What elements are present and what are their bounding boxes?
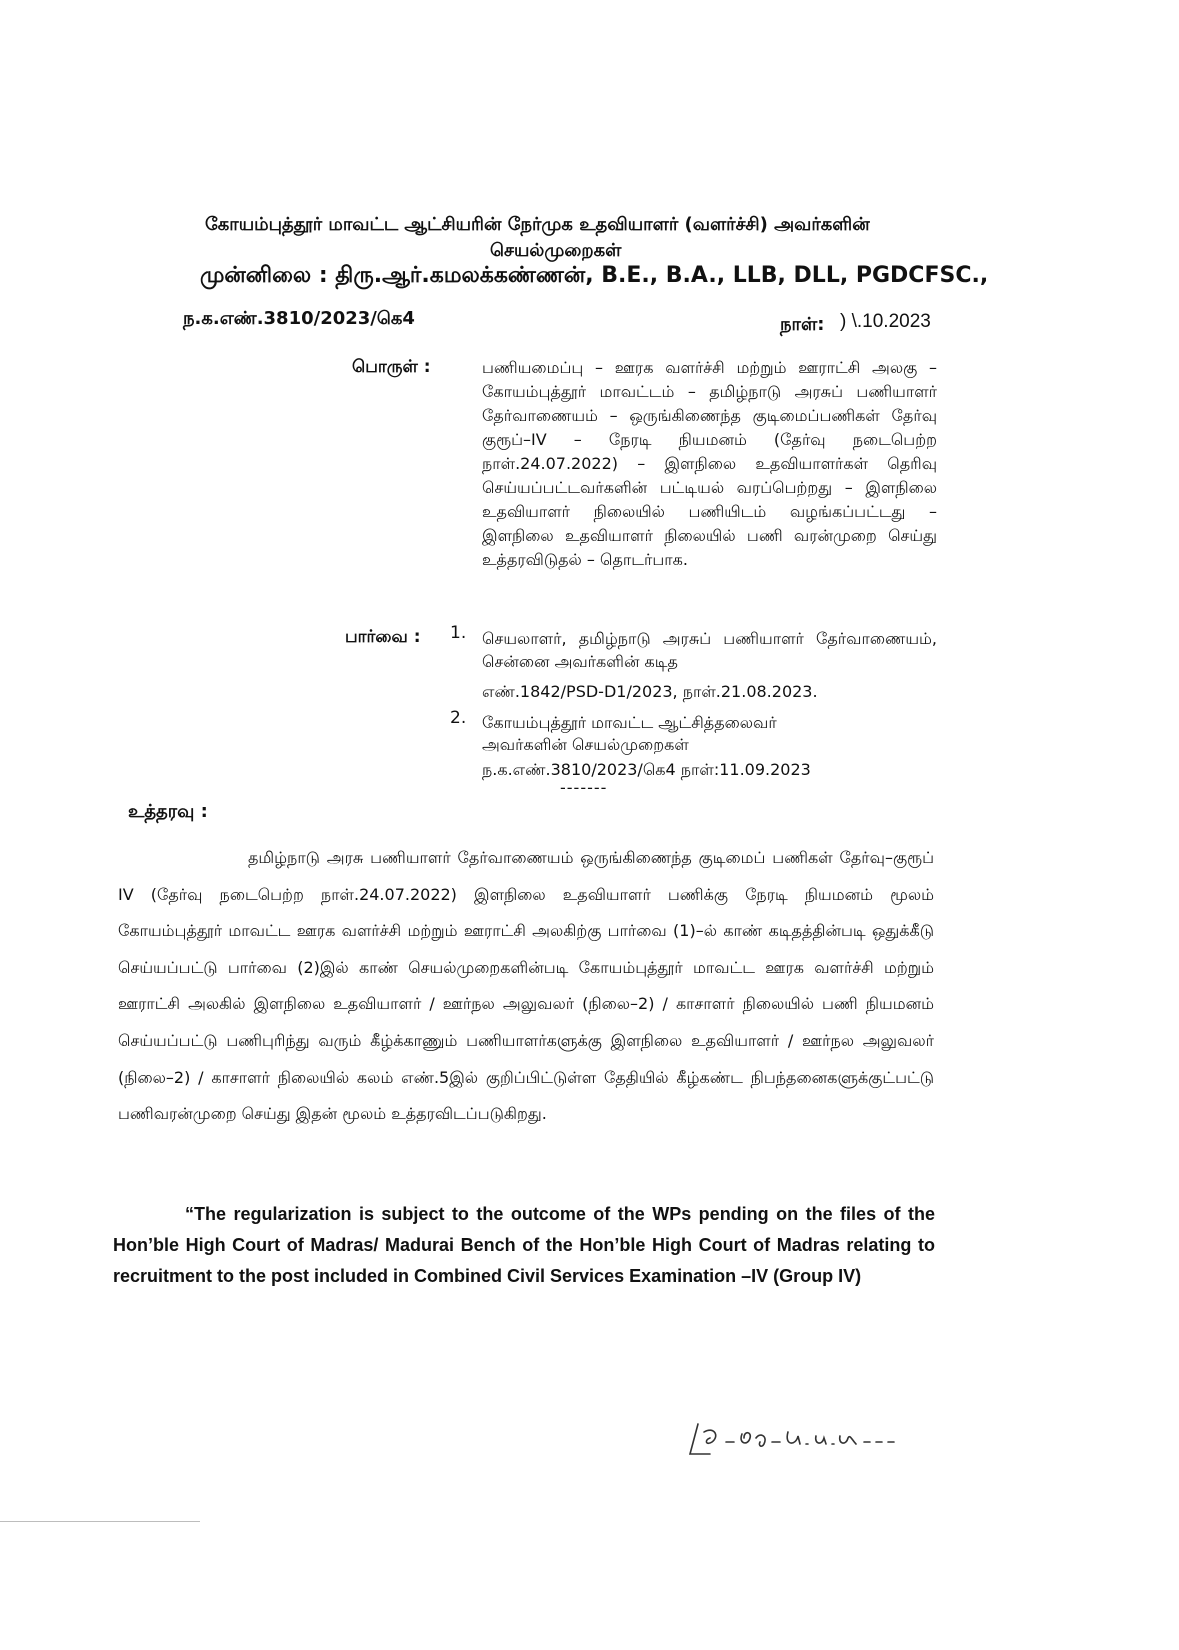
margin-line	[0, 1521, 200, 1522]
references-label: பார்வை :	[345, 627, 421, 647]
separator-dashes: -------	[560, 778, 608, 797]
handwritten-signature	[680, 1410, 920, 1474]
reference-2-number: 2.	[450, 708, 467, 728]
presence-label: முன்னிலை :	[200, 263, 328, 288]
document-title-line2: செயல்முறைகள்	[490, 240, 622, 261]
reference-1-line1: செயலாளர், தமிழ்நாடு அரசுப் பணியாளர் தேர்வாணையம், சென்னை அவர்களின் கடித	[482, 629, 937, 671]
reference-2-line1: கோயம்புத்தூர் மாவட்ட ஆட்சித்தலைவர்	[482, 713, 777, 732]
date-value: ) \.10.2023	[840, 311, 931, 332]
regularization-note: “The regularization is subject to the outcome of the WPs pending on the files of the Hon’ble High Court of Madras/ Madurai Bench of the Hon’ble High Court of Madras relating to recruitment to the post included in Combined Civil Services Examination –IV (Group IV)	[113, 1204, 935, 1286]
reference-2-line2: அவர்களின் செயல்முறைகள்	[482, 735, 689, 754]
presence-name: திரு.ஆர்.கமலக்கண்ணன், B.E., B.A., LLB, DLL, PGDCFSC.,	[335, 263, 989, 288]
subject-text: பணியமைப்பு – ஊரக வளர்ச்சி மற்றும் ஊராட்சி அலகு – கோயம்புத்தூர் மாவட்டம் – தமிழ்நாடு அரசுப் பணியாளர் தேர்வாணையம் – ஒருங்கிணைந்த குடிமைப்பணிகள் தேர்வு குரூப்–IV – நேரடி நியமனம் (தேர்வு நடைபெற்ற நாள்.24.07.2022) – இளநிலை உதவியாளர்கள் தெரிவு செய்யப்பட்டவர்களின் பட்டியல் வரப்பெற்றது – இளநிலை உதவியாளர் நிலையில் பணியிடம் வழங்கப்பட்டது – இளநிலை உதவியாளர் நிலையில் பணி வரன்முறை செய்து உத்தரவிடுதல் – தொடர்பாக.	[482, 358, 937, 569]
presence-line	[200, 263, 988, 291]
date-label: நாள்:	[780, 314, 825, 335]
order-label: உத்தரவு :	[128, 801, 208, 822]
reference-2-line3: ந.க.எண்.3810/2023/கெ4 நாள்:11.09.2023	[482, 760, 811, 779]
reference-number: ந.க.எண்.3810/2023/கெ4	[183, 308, 415, 329]
document-title-line1: கோயம்புத்தூர் மாவட்ட ஆட்சியரின் நேர்முக உதவியாளர் (வளர்ச்சி) அவர்களின்	[205, 214, 870, 235]
order-paragraph: தமிழ்நாடு அரசு பணியாளர் தேர்வாணையம் ஒருங்கிணைந்த குடிமைப் பணிகள் தேர்வு–குரூப் IV (தேர்வு நடைபெற்ற நாள்.24.07.2022) இளநிலை உதவியாளர் பணிக்கு நேரடி நியமனம் மூலம் கோயம்புத்தூர் மாவட்ட ஊரக வளர்ச்சி மற்றும் ஊராட்சி அலகிற்கு பார்வை (1)–ல் காண் கடிதத்தின்படி ஒதுக்கீடு செய்யப்பட்டு பார்வை (2)இல் காண் செயல்முறைகளின்படி கோயம்புத்தூர் மாவட்ட ஊரக வளர்ச்சி மற்றும் ஊராட்சி அலகில் இளநிலை உதவியாளர் / ஊர்நல அலுவலர் (நிலை–2) / காசாளர் நிலையில் பணி நியமனம் செய்யப்பட்டு பணிபுரிந்து வரும் கீழ்க்காணும் பணியாளர்களுக்கு இளநிலை உதவியாளர் / ஊர்நல அலுவலர் (நிலை–2) / காசாளர் நிலையில் கலம் எண்.5இல் குறிப்பிட்டுள்ள தேதியில் கீழ்கண்ட நிபந்தனைகளுக்குட்பட்டு பணிவரன்முறை செய்து இதன் மூலம் உத்தரவிடப்படுகிறது.	[118, 848, 934, 1124]
reference-1-number: 1.	[450, 623, 467, 643]
subject-label: பொருள் :	[352, 357, 431, 377]
reference-1-line2: எண்.1842/PSD-D1/2023, நாள்.21.08.2023.	[482, 682, 818, 701]
